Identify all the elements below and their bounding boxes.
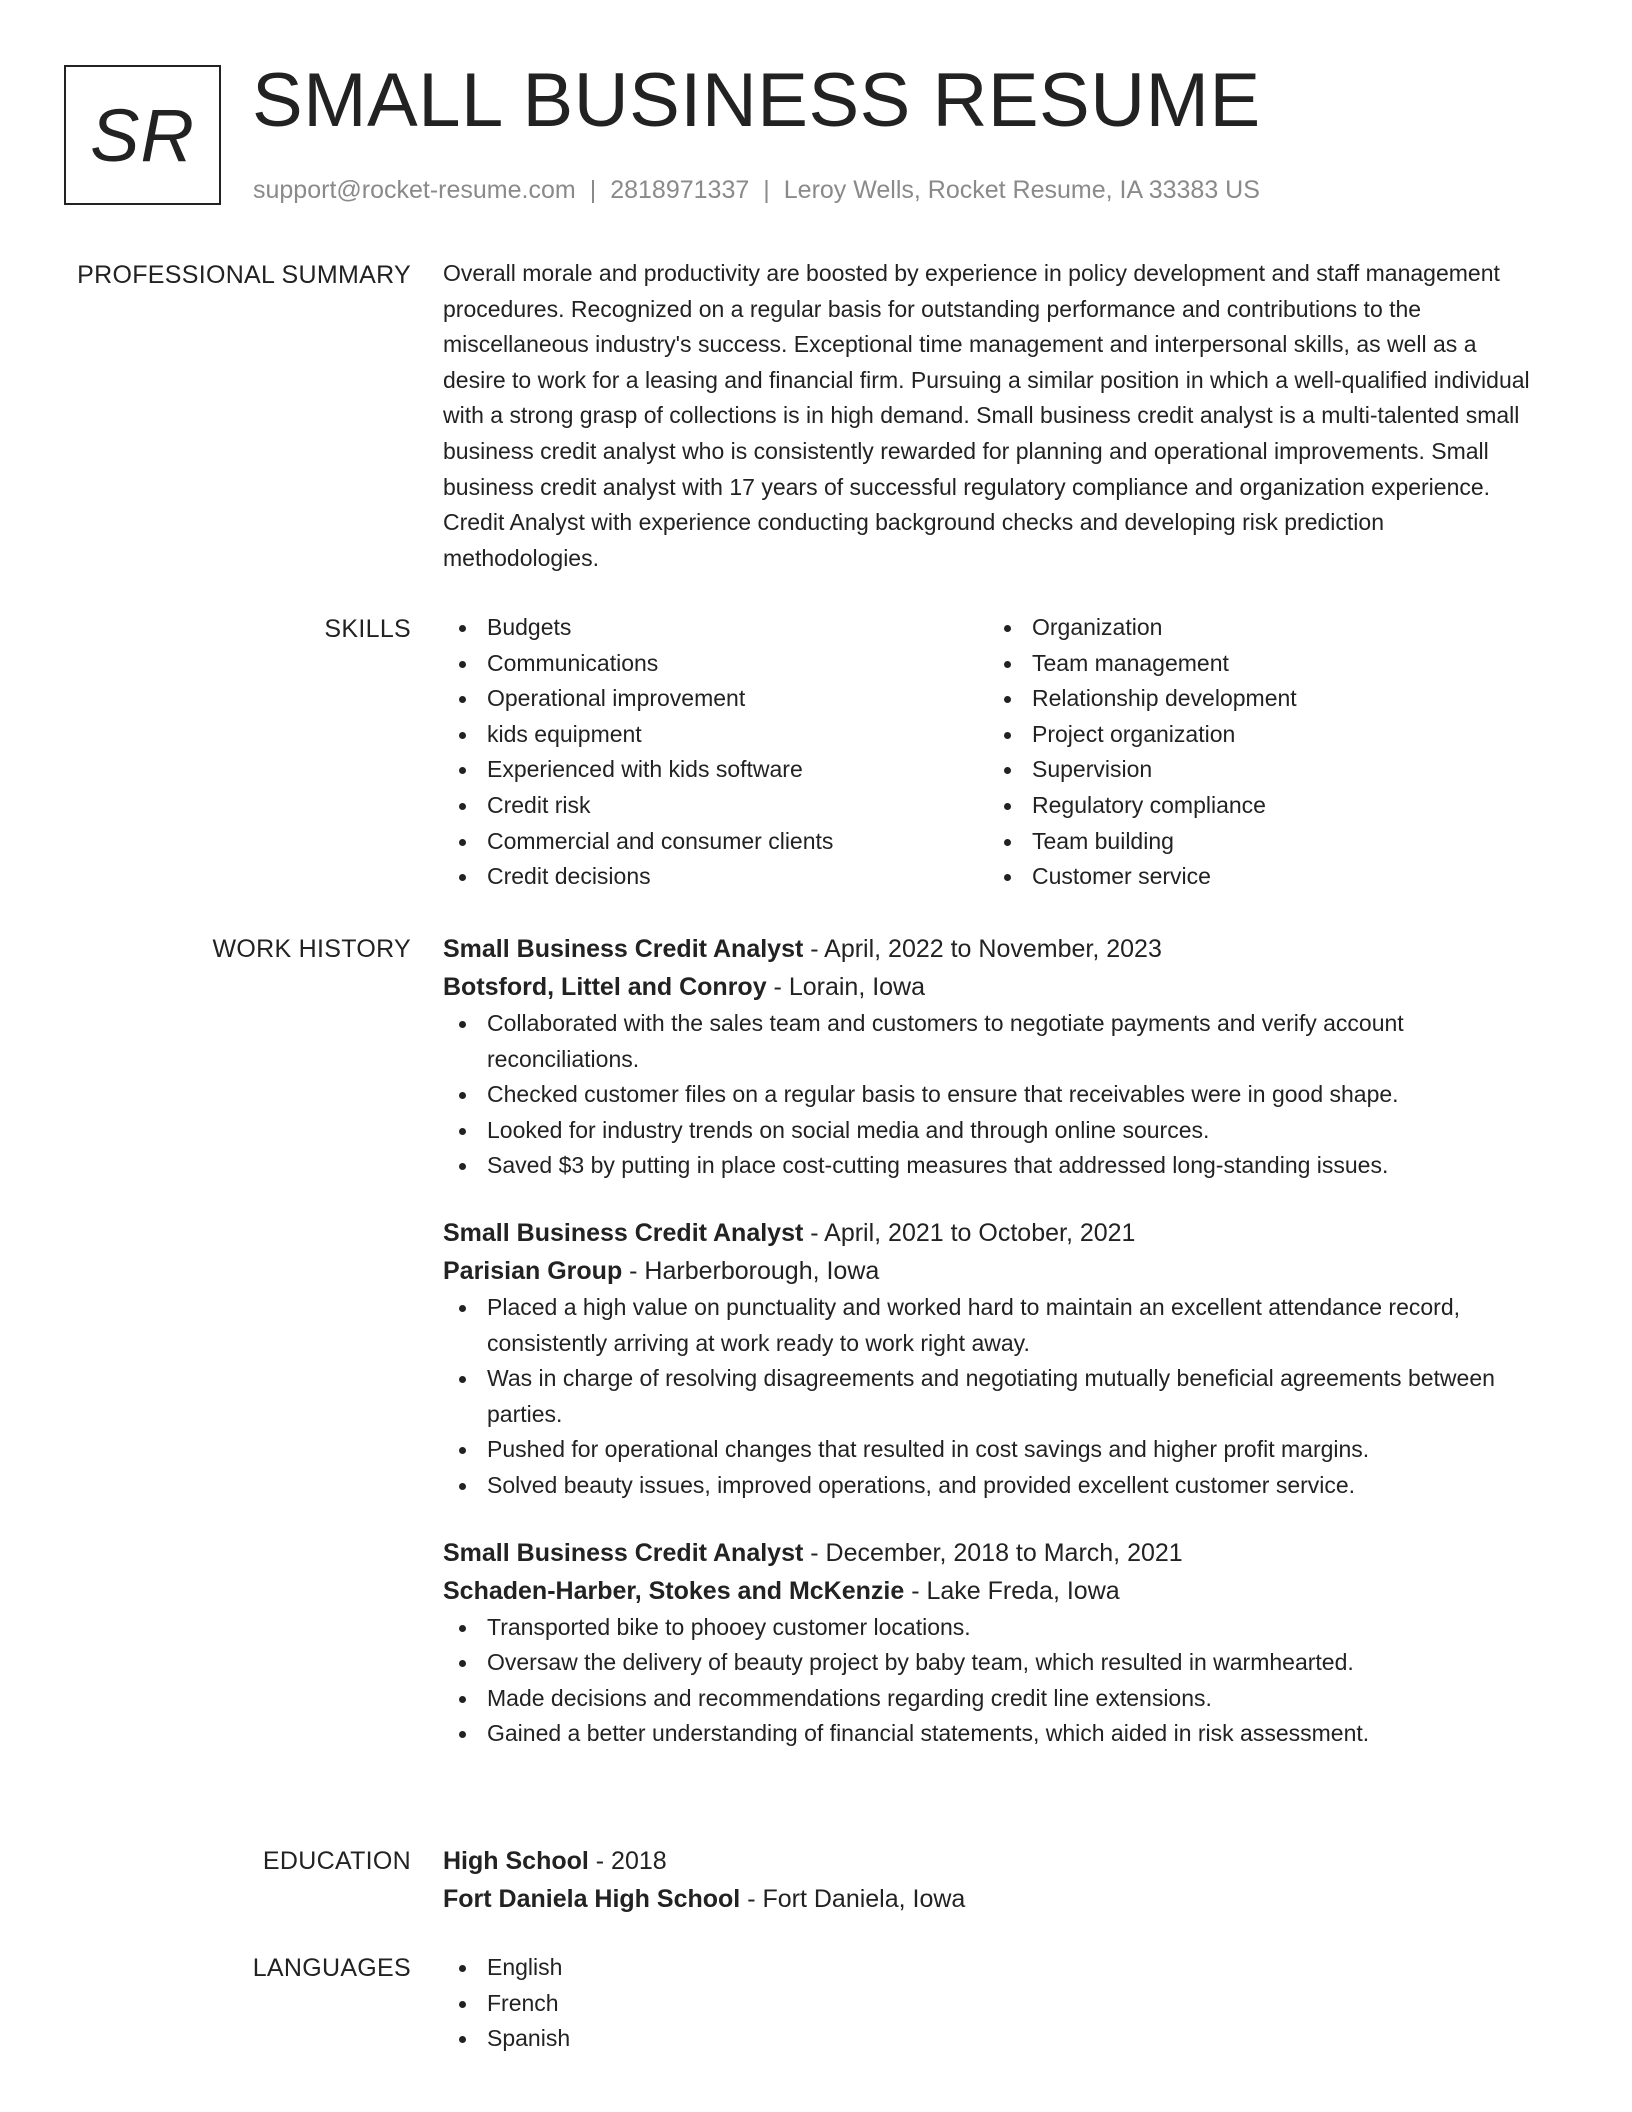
job-company-line: [443, 1572, 1543, 1610]
skill-item: Credit decisions: [443, 859, 988, 895]
job-company-line: [443, 968, 1543, 1006]
job-bullet: Was in charge of resolving disagreements and negotiating mutually beneficial agreements between parties.: [443, 1361, 1543, 1432]
languages-list: [443, 1950, 1543, 2057]
job-bullet: Pushed for operational changes that resulted in cost savings and higher profit margins.: [443, 1432, 1543, 1468]
skill-item: Team management: [988, 646, 1533, 682]
job-bullet: Transported bike to phooey customer locations.: [443, 1610, 1543, 1646]
skill-item: Operational improvement: [443, 681, 988, 717]
work-history-body: [443, 930, 1543, 1782]
skill-item: Experienced with kids software: [443, 752, 988, 788]
skill-item: Commercial and consumer clients: [443, 824, 988, 860]
education-body: [443, 1842, 1543, 1918]
job-bullet: Solved beauty issues, improved operations, and provided excellent customer service.: [443, 1468, 1543, 1504]
contact-separator: |: [589, 176, 597, 204]
job-bullet: Checked customer files on a regular basis to ensure that receivables were in good shape.: [443, 1077, 1543, 1113]
job-bullet-list: [443, 1006, 1543, 1184]
education-degree: High School: [443, 1847, 589, 1875]
education-label: EDUCATION: [262, 1847, 411, 1875]
skill-item: Organization: [988, 610, 1533, 646]
work-history-label: WORK HISTORY: [212, 935, 411, 963]
job-entry: [443, 1534, 1543, 1752]
languages-body: [443, 1950, 1543, 2057]
skill-item: Project organization: [988, 717, 1533, 753]
summary-body: [443, 256, 1543, 576]
education-year: - 2018: [588, 1847, 667, 1875]
job-bullet-list: [443, 1610, 1543, 1752]
skill-item: Budgets: [443, 610, 988, 646]
skill-item: Customer service: [988, 859, 1533, 895]
job-company: Botsford, Littel and Conroy: [443, 973, 767, 1001]
job-bullet: Saved $3 by putting in place cost-cutting measures that addressed long-standing issues.: [443, 1148, 1543, 1184]
skills-body: [443, 610, 1543, 895]
summary-text: Overall morale and productivity are boosted by experience in policy development and staff management procedures. Recognized on a regular basis for outstanding performance and contributions to the miscellaneous industry's success. Exceptional time management and interpersonal skills, as well as a desire to work for a leasing and financial firm. Pursuing a similar position in which a well-qualified individual with a strong grasp of collections is in high demand. Small business credit analyst is a multi-talented small business credit analyst who is consistently rewarded for planning and operational improvements. Small business credit analyst with 17 years of successful regulatory compliance and organization experience. Credit Analyst with experience conducting background checks and developing risk prediction methodologies.: [443, 260, 1530, 571]
skills-list-left: [443, 610, 988, 895]
job-dates: - April, 2021 to October, 2021: [803, 1218, 1136, 1247]
job-bullet-list: [443, 1290, 1543, 1504]
language-item: English: [443, 1950, 1543, 1986]
contact-email[interactable]: support@rocket-resume.com: [253, 176, 576, 204]
job-bullet: Made decisions and recommendations regarding credit line extensions.: [443, 1681, 1543, 1717]
job-title-line: [443, 1534, 1543, 1572]
resume-title: SMALL BUSINESS RESUME: [252, 58, 1261, 143]
contact-line: [253, 172, 1260, 208]
education-school: Fort Daniela High School: [443, 1885, 741, 1913]
job-dates: - December, 2018 to March, 2021: [803, 1538, 1183, 1567]
skill-item: Supervision: [988, 752, 1533, 788]
language-item: French: [443, 1986, 1543, 2022]
contact-address: Leroy Wells, Rocket Resume, IA 33383 US: [783, 176, 1260, 204]
skill-item: Regulatory compliance: [988, 788, 1533, 824]
contact-phone[interactable]: 2818971337: [610, 176, 750, 204]
education-degree-line: [443, 1842, 1543, 1880]
skill-item: Communications: [443, 646, 988, 682]
education-school-line: [443, 1880, 1543, 1918]
job-location: - Lorain, Iowa: [766, 973, 926, 1001]
contact-separator: |: [763, 176, 770, 204]
skill-item: Credit risk: [443, 788, 988, 824]
job-title: Small Business Credit Analyst: [443, 1538, 804, 1567]
job-company: Parisian Group: [443, 1256, 623, 1285]
language-item: Spanish: [443, 2021, 1543, 2057]
skills-columns: [443, 610, 1543, 895]
job-bullet: Oversaw the delivery of beauty project by baby team, which resulted in warmhearted.: [443, 1645, 1543, 1681]
job-location: - Lake Freda, Iowa: [904, 1576, 1120, 1605]
skill-item: Relationship development: [988, 681, 1533, 717]
job-bullet: Looked for industry trends on social media and through online sources.: [443, 1113, 1543, 1149]
summary-label: PROFESSIONAL SUMMARY: [77, 261, 411, 289]
job-entry: [443, 1214, 1543, 1504]
job-title: Small Business Credit Analyst: [443, 935, 804, 963]
job-bullet: Collaborated with the sales team and customers to negotiate payments and verify account reconciliations.: [443, 1006, 1543, 1077]
skill-item: kids equipment: [443, 717, 988, 753]
job-title: Small Business Credit Analyst: [443, 1218, 804, 1247]
job-entry: [443, 930, 1543, 1184]
job-location: - Harberborough, Iowa: [622, 1256, 880, 1285]
job-dates: - April, 2022 to November, 2023: [803, 935, 1162, 963]
monogram-logo: SR: [64, 65, 221, 205]
languages-label: LANGUAGES: [252, 1954, 411, 1982]
education-location: - Fort Daniela, Iowa: [740, 1885, 966, 1913]
job-company: Schaden-Harber, Stokes and McKenzie: [443, 1576, 905, 1605]
job-title-line: [443, 930, 1543, 968]
skills-label: SKILLS: [324, 615, 411, 643]
skill-item: Team building: [988, 824, 1533, 860]
job-bullet: Placed a high value on punctuality and worked hard to maintain an excellent attendance record, consistently arriving at work ready to work right away.: [443, 1290, 1543, 1361]
skills-list-right: [988, 610, 1533, 895]
job-company-line: [443, 1252, 1543, 1290]
job-bullet: Gained a better understanding of financial statements, which aided in risk assessment.: [443, 1716, 1543, 1752]
job-title-line: [443, 1214, 1543, 1252]
